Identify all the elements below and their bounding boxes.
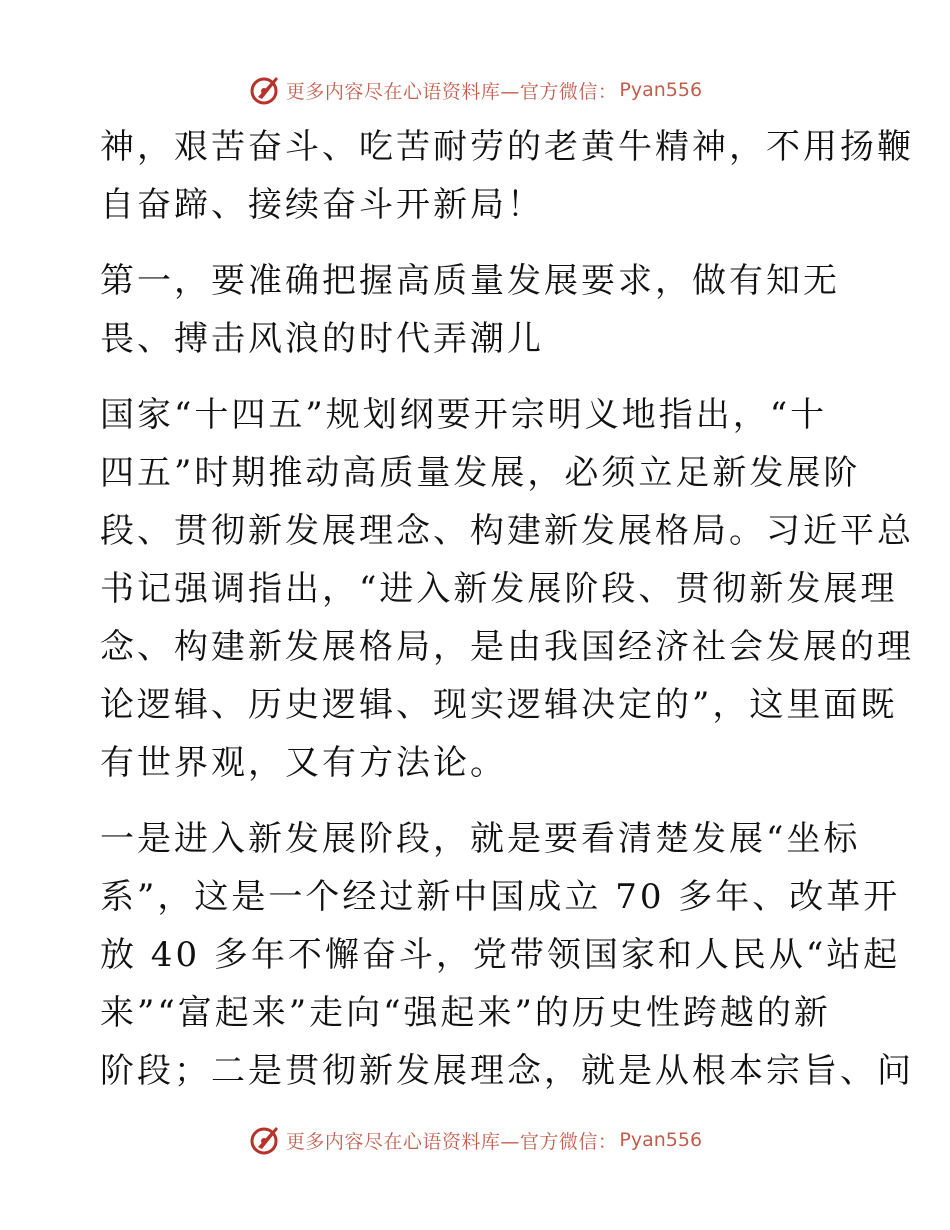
section-heading bbox=[100, 252, 860, 368]
text-line: 国家“十四五”规划纲要开宗明义地指出，“十 bbox=[100, 395, 828, 435]
text-line: 念、构建新发展格局，是由我国经济社会发展的理 bbox=[100, 627, 914, 667]
text-line: 阶段；二是贯彻新发展理念，就是从根本宗旨、问 bbox=[100, 1051, 914, 1091]
text-line: 来”“富起来”走向“强起来”的历史性跨越的新 bbox=[100, 993, 831, 1033]
text-line: 四五”时期推动高质量发展，必须立足新发展阶 bbox=[100, 453, 861, 493]
text-line: 论逻辑、历史逻辑、现实逻辑决定的”，这里面既 bbox=[100, 685, 898, 725]
text-line: 书记强调指出，“进入新发展阶段、贯彻新发展理 bbox=[100, 569, 898, 609]
paragraph-3 bbox=[100, 386, 914, 792]
footer-watermark bbox=[0, 1122, 950, 1158]
watermark-handle: Pyan556 bbox=[619, 1129, 703, 1151]
text-line: 自奋蹄、接续奋斗开新局！ bbox=[100, 185, 544, 225]
paragraph-1 bbox=[100, 118, 914, 234]
paragraph-4 bbox=[100, 810, 914, 1100]
quill-logo-icon bbox=[248, 73, 282, 107]
watermark-text: 更多内容尽在心语资料库—官方微信： bbox=[285, 1130, 618, 1153]
text-line: 畏、搏击风浪的时代弄潮儿 bbox=[100, 319, 544, 359]
text-line: 段、贯彻新发展理念、构建新发展格局。习近平总 bbox=[100, 511, 914, 551]
text-line: 有世界观，又有方法论。 bbox=[100, 743, 507, 783]
text-line: 神，艰苦奋斗、吃苦耐劳的老黄牛精神，不用扬鞭 bbox=[100, 127, 914, 167]
text-line: 第一，要准确把握高质量发展要求，做有知无 bbox=[100, 261, 840, 301]
watermark-text: 更多内容尽在心语资料库—官方微信： bbox=[285, 80, 618, 103]
quill-logo-icon bbox=[248, 1123, 282, 1157]
text-line: 一是进入新发展阶段，就是要看清楚发展“坐标 bbox=[100, 819, 861, 859]
header-watermark bbox=[0, 72, 950, 108]
text-line: 放 40 多年不懈奋斗，党带领国家和人民从“站起 bbox=[100, 935, 901, 975]
document-body bbox=[100, 118, 914, 1106]
text-line: 系”，这是一个经过新中国成立 70 多年、改革开 bbox=[100, 877, 901, 917]
watermark-handle: Pyan556 bbox=[619, 79, 703, 101]
